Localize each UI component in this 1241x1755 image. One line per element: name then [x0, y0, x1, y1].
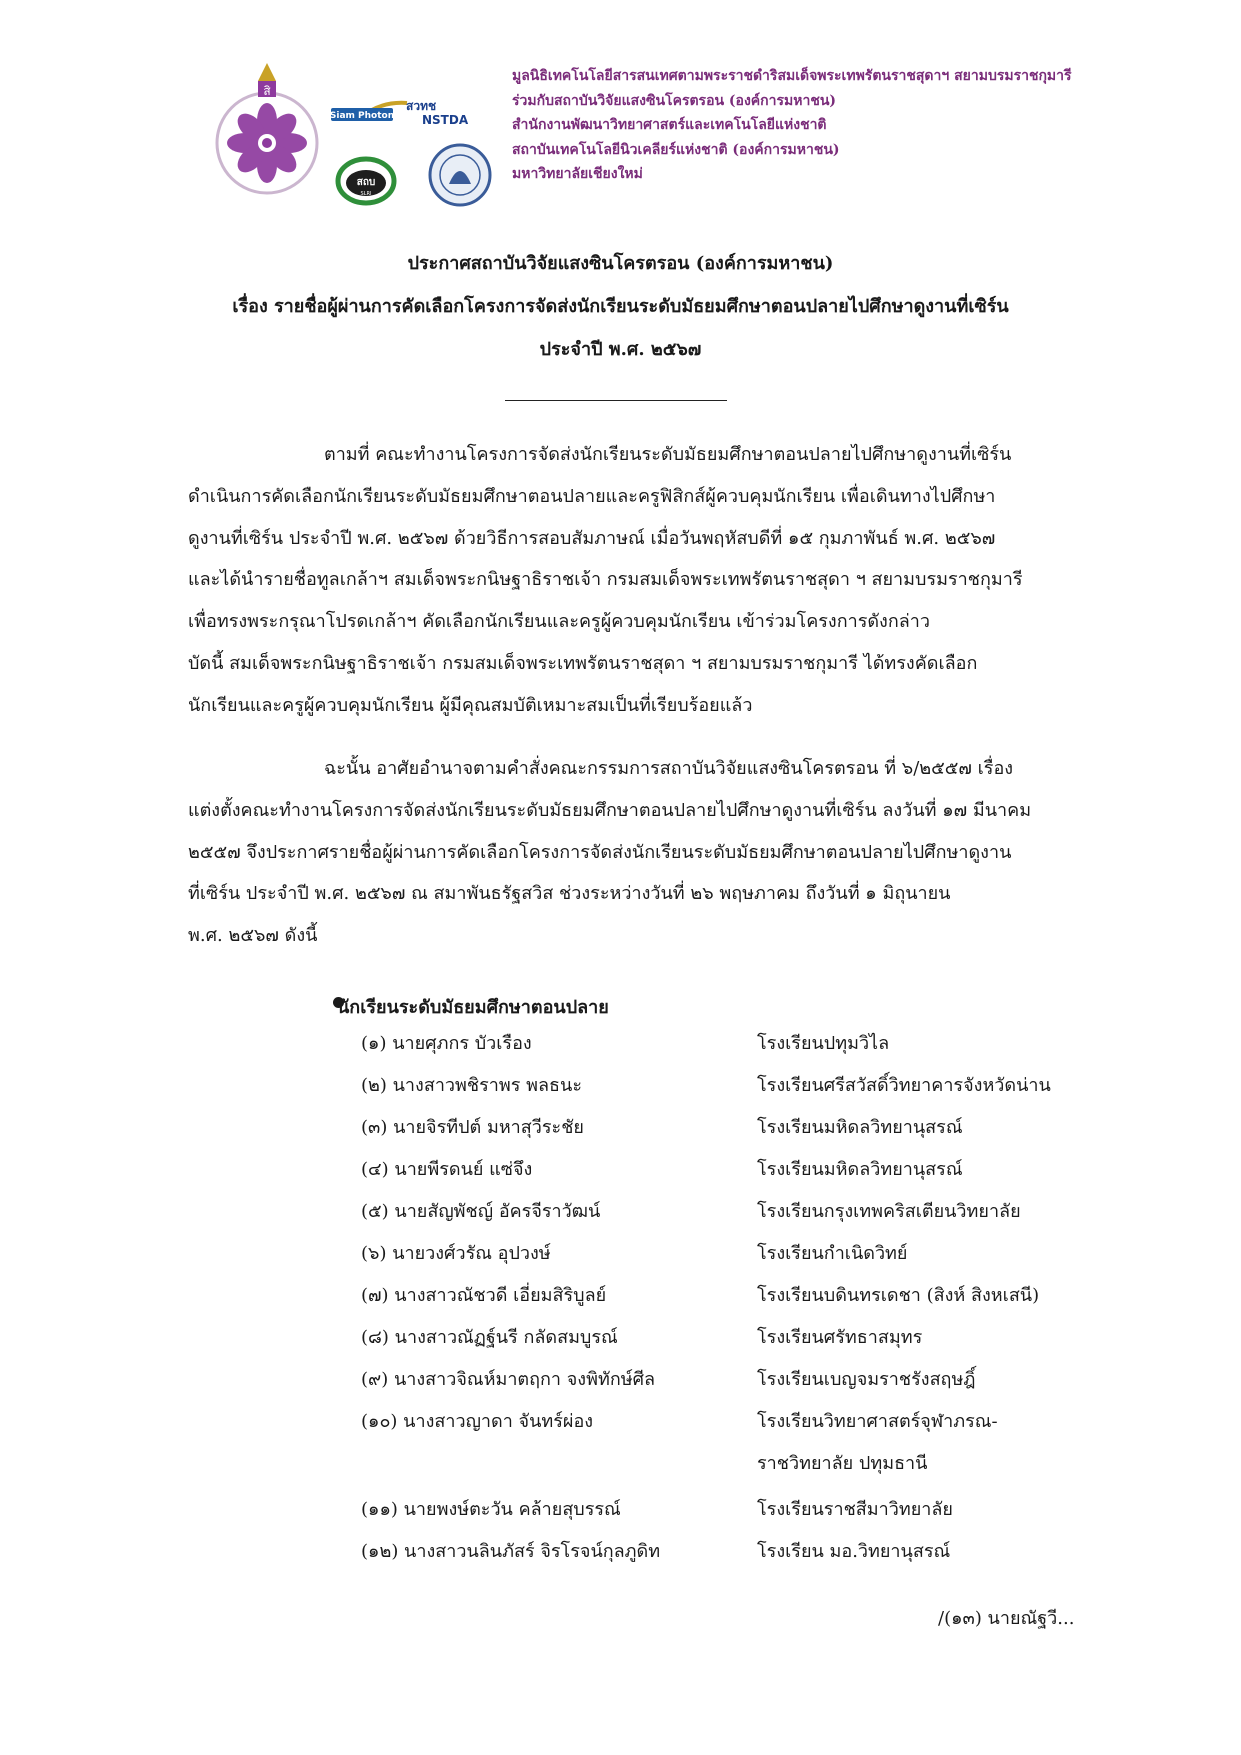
- student-name: (๘) นางสาวณัฏฐ์นรี กลัดสมบูรณ์: [361, 1327, 618, 1348]
- paragraph-line: บัดนี้ สมเด็จพระกนิษฐาธิราชเจ้า กรมสมเด็จพระเทพรัตนราชสุดา ฯ สยามบรมราชกุมารี ได้ทรงคัดเลือก: [188, 652, 978, 674]
- nstda-logo: [402, 97, 488, 127]
- paragraph-line: ที่เซิร์น ประจำปี พ.ศ. ๒๕๖๗ ณ สมาพันธรัฐสวิส ช่วงระหว่างวันที่ ๒๖ พฤษภาคม ถึงวันที่ ๑ มิถุนายน: [188, 883, 951, 905]
- student-name: (๓) นายจิรทีปต์ มหาสุวีระชัย: [361, 1117, 584, 1138]
- announcement-year: ประจำปี พ.ศ. ๒๕๖๗: [539, 339, 702, 360]
- nstda-thai-label: สวทช: [406, 99, 437, 113]
- paragraph-2: [188, 748, 1100, 957]
- slri-label: สถบ: [356, 177, 376, 188]
- student-school: โรงเรียนบดินทรเดชา (สิงห์ สิงหเสนี): [757, 1285, 1040, 1306]
- list-item: [361, 1154, 1101, 1194]
- list-item: [361, 1238, 1101, 1278]
- student-name: (๑๒) นางสาวนลินภัสร์ จิรโรจน์กุลภูดิท: [361, 1541, 661, 1562]
- student-name: (๗) นางสาวณัชวดี เอี่ยมสิริบูลย์: [361, 1285, 607, 1306]
- list-item-continuation: [361, 1448, 1101, 1488]
- announcement-subject: เรื่อง รายชื่อผู้ผ่านการคัดเลือกโครงการจัดส่งนักเรียนระดับมัธยมศึกษาตอนปลายไปศึกษาดูงานที่เซิร์น: [232, 296, 1009, 317]
- list-item: [361, 1070, 1101, 1110]
- paragraph-1: [188, 434, 1100, 727]
- student-school: โรงเรียนศรีสวัสดิ์วิทยาคารจังหวัดน่าน: [757, 1075, 1051, 1096]
- student-name: (๒) นางสาวพชิราพร พลธนะ: [361, 1075, 583, 1096]
- list-item: [361, 1028, 1101, 1068]
- student-school: ราชวิทยาลัย ปทุมธานี: [757, 1453, 928, 1474]
- paragraph-line: ดำเนินการคัดเลือกนักเรียนระดับมัธยมศึกษาตอนปลายและครูฟิสิกส์ผู้ควบคุมนักเรียน เพื่อเดินทางไปศึกษา: [188, 485, 996, 507]
- list-item: [361, 1196, 1101, 1236]
- list-item: [361, 1364, 1101, 1404]
- list-item: [361, 1406, 1101, 1446]
- student-name: (๖) นายวงศ์วรัณ อุปวงษ์: [361, 1243, 551, 1264]
- logo-group: [212, 55, 502, 205]
- student-school: โรงเรียนมหิดลวิทยานุสรณ์: [757, 1117, 963, 1138]
- student-school: โรงเรียน มอ.วิทยานุสรณ์: [757, 1541, 951, 1562]
- organization-list: [512, 64, 1112, 187]
- nstda-label: NSTDA: [422, 113, 469, 127]
- student-school: โรงเรียนเบญจมราชรังสฤษฎิ์: [757, 1369, 976, 1390]
- paragraph-line: ดูงานที่เซิร์น ประจำปี พ.ศ. ๒๕๖๗ ด้วยวิธีการสอบสัมภาษณ์ เมื่อวันพฤหัสบดีที่ ๑๕ กุมภาพันธ์ พ.ศ. ๒๕๖๗: [188, 527, 996, 549]
- student-name: (๑) นายศุภกร บัวเรือง: [361, 1033, 532, 1054]
- org-line: สถาบันเทคโนโลยีนิวเคลียร์แห่งชาติ (องค์การมหาชน): [512, 141, 840, 158]
- slri-logo: [330, 143, 412, 213]
- announcement-title: ประกาศสถาบันวิจัยแสงซินโครตรอน (องค์การมหาชน): [407, 253, 834, 274]
- paragraph-line: แต่งตั้งคณะทำงานโครงการจัดส่งนักเรียนระดับมัธยมศึกษาตอนปลายไปศึกษาดูงานที่เซิร์น ลงวันที่ ๑๗ มีนาคม: [188, 799, 1032, 821]
- paragraph-line: และได้นำรายชื่อทูลเกล้าฯ สมเด็จพระกนิษฐาธิราชเจ้า กรมสมเด็จพระเทพรัตนราชสุดา ฯ สยามบรมราชกุมารี: [188, 569, 1023, 591]
- paragraph-line: พ.ศ. ๒๕๖๗ ดังนี้: [188, 925, 318, 947]
- paragraph-line: ฉะนั้น อาศัยอำนาจตามคำสั่งคณะกรรมการสถาบันวิจัยแสงซินโครตรอน ที่ ๖/๒๕๕๗ เรื่อง: [324, 758, 1014, 779]
- list-item: [361, 1322, 1101, 1362]
- paragraph-line: เพื่อทรงพระกรุณาโปรดเกล้าฯ คัดเลือกนักเรียนและครูผู้ควบคุมนักเรียน เข้าร่วมโครงการดังกล่าว: [188, 611, 930, 633]
- chiang-mai-university-seal-logo: [427, 140, 493, 210]
- paragraph-line: ๒๕๕๗ จึงประกาศรายชื่อผู้ผ่านการคัดเลือกโครงการจัดส่งนักเรียนระดับมัธยมศึกษาตอนปลายไปศึกษาดูงาน: [188, 841, 1012, 863]
- paragraph-line: ตามที่ คณะทำงานโครงการจัดส่งนักเรียนระดับมัธยมศึกษาตอนปลายไปศึกษาดูงานที่เซิร์น: [324, 444, 1012, 465]
- student-school: โรงเรียนวิทยาศาสตร์จุฬาภรณ-: [757, 1411, 998, 1432]
- section-title: นักเรียนระดับมัธยมศึกษาตอนปลาย: [337, 997, 609, 1018]
- student-name: (๕) นายสัญพัชญ์ อัครจีราวัฒน์: [361, 1201, 601, 1222]
- paragraph-line: นักเรียนและครูผู้ควบคุมนักเรียน ผู้มีคุณสมบัติเหมาะสมเป็นที่เรียบร้อยแล้ว: [188, 694, 753, 716]
- org-line: มูลนิธิเทคโนโลยีสารสนเทศตามพระราชดำริสมเด็จพระเทพรัตนราชสุดาฯ สยามบรมราชกุมารี: [512, 68, 1072, 84]
- svg-text:สิ: สิ: [263, 84, 271, 98]
- title-divider: [505, 400, 727, 401]
- student-school: โรงเรียนมหิดลวิทยานุสรณ์: [757, 1159, 963, 1180]
- student-name: (๑๑) นายพงษ์ตะวัน คล้ายสุบรรณ์: [361, 1499, 621, 1520]
- princess-sirindhorn-emblem-logo: [212, 55, 322, 205]
- list-item: [361, 1494, 1101, 1534]
- org-line: ร่วมกับสถาบันวิจัยแสงซินโครตรอน (องค์การมหาชน): [512, 92, 837, 109]
- student-school: โรงเรียนกรุงเทพคริสเตียนวิทยาลัย: [757, 1201, 1021, 1222]
- list-item: [361, 1536, 1101, 1576]
- student-school: โรงเรียนศรัทธาสมุทร: [757, 1327, 923, 1348]
- continuation-marker: /(๑๓) นายณัฐวี...: [938, 1608, 1075, 1629]
- org-line: สำนักงานพัฒนาวิทยาศาสตร์และเทคโนโลยีแห่งชาติ: [512, 117, 827, 134]
- student-name: (๑๐) นางสาวญาดา จันทร์ผ่อง: [361, 1411, 594, 1432]
- student-name: (๔) นายพีรดนย์ แซ่จึง: [361, 1159, 533, 1180]
- siam-photon-logo: [329, 97, 411, 127]
- student-school: โรงเรียนปทุมวิไล: [757, 1033, 890, 1054]
- list-item: [361, 1280, 1101, 1320]
- student-school: โรงเรียนกำเนิดวิทย์: [757, 1243, 908, 1264]
- siam-photon-label: Siam Photon: [329, 111, 395, 121]
- list-item: [361, 1112, 1101, 1152]
- student-school: โรงเรียนราชสีมาวิทยาลัย: [757, 1499, 953, 1520]
- org-line: มหาวิทยาลัยเชียงใหม่: [512, 166, 643, 183]
- slri-sub-label: SLRI: [360, 191, 372, 197]
- student-name: (๙) นางสาวจิณห์มาตฤกา จงพิทักษ์ศีล: [361, 1369, 656, 1390]
